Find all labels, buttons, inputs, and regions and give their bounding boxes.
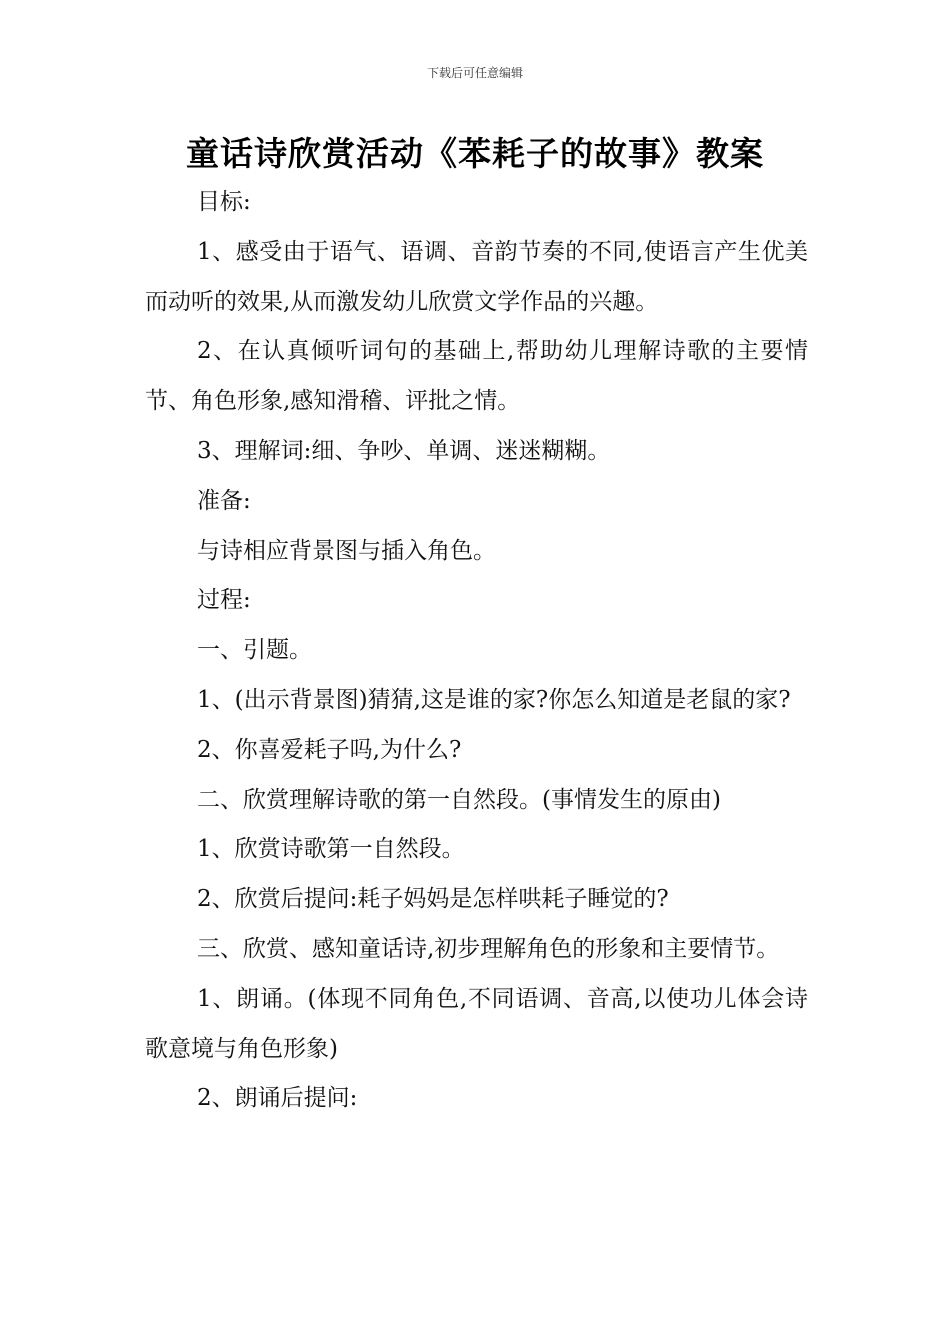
document-body (145, 178, 808, 1124)
paragraph-section-3: 三、欣赏、感知童话诗,初步理解角色的形象和主要情节。 (197, 935, 780, 962)
paragraph-section-2: 二、欣赏理解诗歌的第一自然段。(事情发生的原由) (197, 786, 721, 813)
paragraph-goals-heading: 目标: (197, 189, 251, 215)
paragraph-goal-2: 2、在认真倾听词句的基础上,帮助幼儿理解诗歌的主要情节、角色形象,感知滑稽、评批之情。 (145, 338, 808, 415)
paragraph-process-heading: 过程: (197, 587, 251, 614)
paragraph-step-3-2: 2、朗诵后提问: (197, 1085, 358, 1112)
paragraph-step-3-1: 1、朗诵。(体现不同角色,不同语调、音高,以使功儿体会诗歌意境与角色形象) (145, 985, 808, 1062)
paragraph-goal-1: 1、感受由于语气、语调、音韵节奏的不同,使语言产生优美而动听的效果,从而激发幼儿欣赏文学作品的兴趣。 (145, 238, 808, 315)
paragraph-step-1-2: 2、你喜爱耗子吗,为什么? (197, 736, 462, 763)
document-title: 童话诗欣赏活动《苯耗子的故事》教案 (186, 134, 764, 173)
page-header-note: 下载后可任意编辑 (426, 66, 523, 80)
paragraph-step-1-1: 1、(出示背景图)猜猜,这是谁的家?你怎么知道是老鼠的家? (197, 686, 791, 713)
paragraph-preparation: 与诗相应背景图与插入角色。 (197, 537, 496, 564)
paragraph-goal-3: 3、理解词:细、争吵、单调、迷迷糊糊。 (197, 437, 611, 464)
paragraph-section-1: 一、引题。 (197, 637, 312, 664)
paragraph-step-2-2: 2、欣赏后提问:耗子妈妈是怎样哄耗子睡觉的? (197, 886, 669, 913)
paragraph-step-2-1: 1、欣赏诗歌第一自然段。 (197, 836, 465, 863)
paragraph-preparation-heading: 准备: (197, 487, 251, 514)
